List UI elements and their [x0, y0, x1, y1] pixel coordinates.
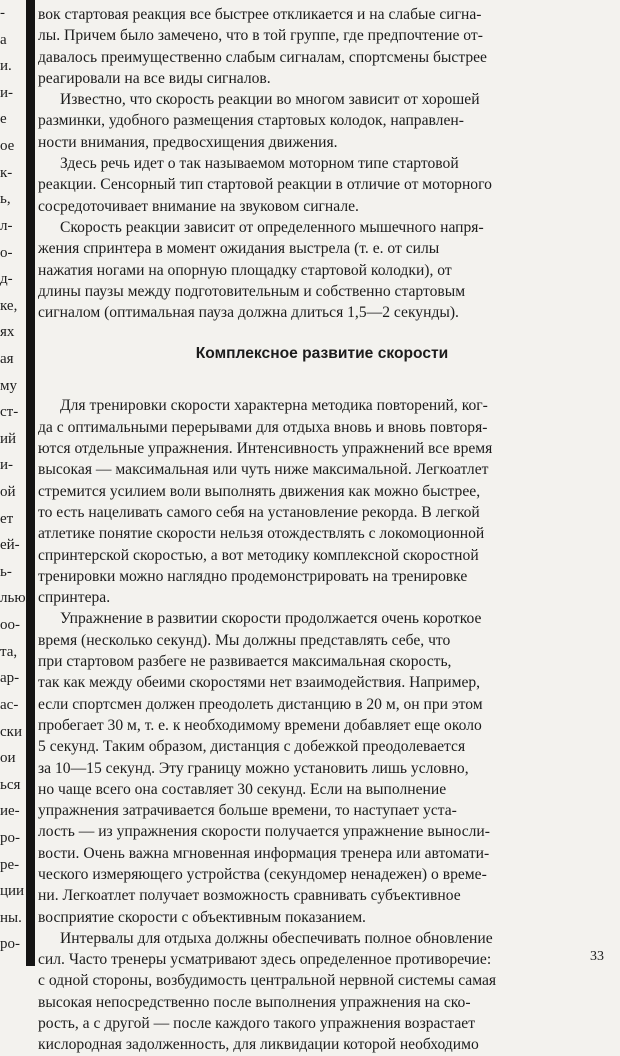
text-line: высокая непосредственно после выполнения упражнения на ско-: [38, 993, 471, 1011]
text-line: спринтерской скоростью, а вот методику комплексной скоростной: [38, 546, 479, 564]
text-line: Упражнение в развитии скорости продолжается очень короткое: [60, 610, 482, 628]
edge-fragment: ей-: [0, 537, 20, 553]
main-section: [38, 395, 606, 1055]
edge-fragment: ие-: [0, 803, 20, 819]
text-line: жения спринтера в момент ожидания выстрела (т. е. от силы: [38, 240, 440, 258]
intro-section: [38, 4, 606, 323]
edge-fragment: ь,: [0, 191, 11, 207]
paragraph: [38, 153, 606, 217]
edge-fragment: ро-: [0, 830, 20, 846]
edge-fragment: ции: [0, 883, 25, 899]
edge-fragment: и.: [0, 58, 12, 74]
text-line: тренировки можно наглядно продемонстрировать на тренировке: [38, 567, 468, 585]
text-line: атлетике понятие скорости нельзя отождествлять с локомоционной: [38, 525, 485, 543]
edge-fragment: ое: [0, 138, 15, 154]
text-line: Для тренировки скорости характерна методика повторений, ког-: [60, 397, 488, 415]
edge-fragment: ст-: [0, 404, 19, 420]
text-line: лы. Причем было замечено, что в той группе, где предпочтение от-: [38, 27, 483, 45]
text-line: вок стартовая реакция все быстрее откликается и на слабые сигна-: [38, 6, 482, 23]
page-number: 33: [590, 949, 604, 964]
edge-fragment: -: [0, 5, 5, 21]
text-line: разминки, удобного размещения стартовых колодок, направлен-: [38, 112, 464, 130]
text-line: лость — из упражнения скорости получается упражнение выносли-: [38, 823, 490, 841]
text-line: вости. Очень важна мгновенная информация тренера или автомати-: [38, 844, 490, 862]
edge-fragment: ься: [0, 777, 21, 793]
edge-fragment: ет: [0, 511, 14, 527]
text-line: но чаще всего она составляет 30 секунд. Если на выполнение: [38, 780, 447, 798]
edge-fragment: ски: [0, 724, 22, 740]
text-line: сосредоточивает внимание на звуковом сигнале.: [38, 197, 359, 215]
text-line: так как между обеими скоростями нет взаимодействия. Например,: [38, 674, 481, 692]
text-line: высокая — максимальная или чуть ниже максимальной. Легкоатлет: [38, 461, 489, 479]
edge-fragment: о-: [0, 245, 13, 261]
text-line: ческого измеряющего устройства (секундомер ненадежен) о време-: [38, 865, 487, 883]
text-line: время (несколько секунд). Мы должны представлять себе, что: [38, 631, 451, 649]
edge-fragment: ях: [0, 324, 15, 340]
paragraph: [38, 89, 606, 153]
edge-fragment: л-: [0, 218, 13, 234]
text-line: Скорость реакции зависит от определенного мышечного напря-: [60, 218, 484, 236]
edge-fragment: ая: [0, 351, 14, 367]
text-line: 5 секунд. Таким образом, дистанция с добежкой преодолевается: [38, 738, 466, 756]
text-line: Известно, что скорость реакции во многом зависит от хорошей: [60, 91, 480, 109]
edge-fragment: ре-: [0, 857, 20, 873]
edge-fragment: а: [0, 32, 7, 48]
edge-fragment: ои: [0, 750, 16, 766]
paragraph: [38, 608, 606, 927]
edge-fragment: ас-: [0, 697, 19, 713]
edge-fragment: ь-: [0, 564, 12, 580]
edge-fragment: ой: [0, 484, 16, 500]
edge-fragment: к-: [0, 165, 13, 181]
edge-fragment: ар-: [0, 670, 20, 686]
text-line: давалось преимущественно слабым сигналам, спортсмены быстрее: [38, 48, 487, 66]
text-line: упражнения затрачивается больше времени, то наступает уста-: [38, 802, 457, 820]
edge-fragment: е: [0, 111, 7, 127]
text-line: пробегает 30 м, т. е. к необходимому времени добавляет еще около: [38, 716, 482, 734]
section-heading: Комплексное развитие скорости: [195, 345, 449, 363]
edge-fragment: ро-: [0, 936, 20, 952]
edge-fragment: лью: [0, 590, 26, 606]
text-column: [38, 4, 606, 1056]
text-line: ни. Легкоатлет получает возможность сравнивать субъективное: [38, 887, 461, 905]
paragraph: [38, 217, 606, 323]
paragraph: [38, 395, 606, 608]
text-line: ются отдельные упражнения. Интенсивность упражнений все время: [38, 440, 493, 458]
text-line: спринтера.: [38, 589, 111, 607]
text-line: сигналом (оптимальная пауза должна длиться 1,5—2 секунды).: [38, 304, 459, 322]
text-line: то есть нацеливать самого себя на установление рекорда. В легкой: [38, 503, 480, 521]
edge-fragment: оо-: [0, 617, 20, 633]
text-line: с одной стороны, возбудимость центральной нервной системы самая: [38, 972, 497, 990]
edge-fragment: ий: [0, 431, 17, 447]
binding-gutter: [26, 0, 35, 966]
edge-fragment: ке,: [0, 298, 18, 314]
edge-fragment: д-: [0, 271, 13, 287]
text-line: нажатия ногами на опорную площадку стартовой колодки), от: [38, 261, 452, 279]
text-line: рость, а с другой — после каждого такого упражнения возрастает: [38, 1015, 476, 1033]
edge-fragment: му: [0, 378, 17, 394]
text-line: ности внимания, предвосхищения движения.: [38, 133, 338, 151]
text-line: Здесь речь идет о так называемом моторном типе стартовой: [60, 155, 459, 173]
text-line: Интервалы для отдыха должны обеспечивать полное обновление: [60, 929, 493, 947]
edge-fragment: ны.: [0, 910, 22, 926]
text-line: да с оптимальными перерывами для отдыха вновь и вновь повторя-: [38, 418, 488, 436]
previous-page-edge: [0, 0, 26, 966]
edge-fragment: и-: [0, 85, 14, 101]
edge-fragment: и-: [0, 457, 14, 473]
text-line: реакции. Сенсорный тип стартовой реакции в отличие от моторного: [38, 176, 492, 194]
text-line: восприятие скорости с объективным показанием.: [38, 908, 366, 926]
text-line: длины паузы между подготовительным и собственно стартовым: [38, 282, 466, 300]
edge-fragment: та,: [0, 644, 18, 660]
text-line: за 10—15 секунд. Эту границу можно установить лишь условно,: [38, 759, 469, 777]
text-line: кислородная задолженность, для ликвидации которой необходимо: [38, 1036, 479, 1054]
text-line: если спортсмен должен преодолеть дистанцию в 20 м, он при этом: [38, 695, 483, 713]
paragraph: [38, 4, 606, 89]
text-line: стремится усилием воли выполнять движения как можно быстрее,: [38, 482, 481, 500]
text-line: реагировали на все виды сигналов.: [38, 69, 271, 87]
text-line: сил. Часто тренеры усматривают здесь определенное противоречие:: [38, 951, 492, 969]
text-line: при стартовом разбеге не развивается максимальная скорость,: [38, 653, 452, 671]
paragraph: [38, 928, 606, 1056]
